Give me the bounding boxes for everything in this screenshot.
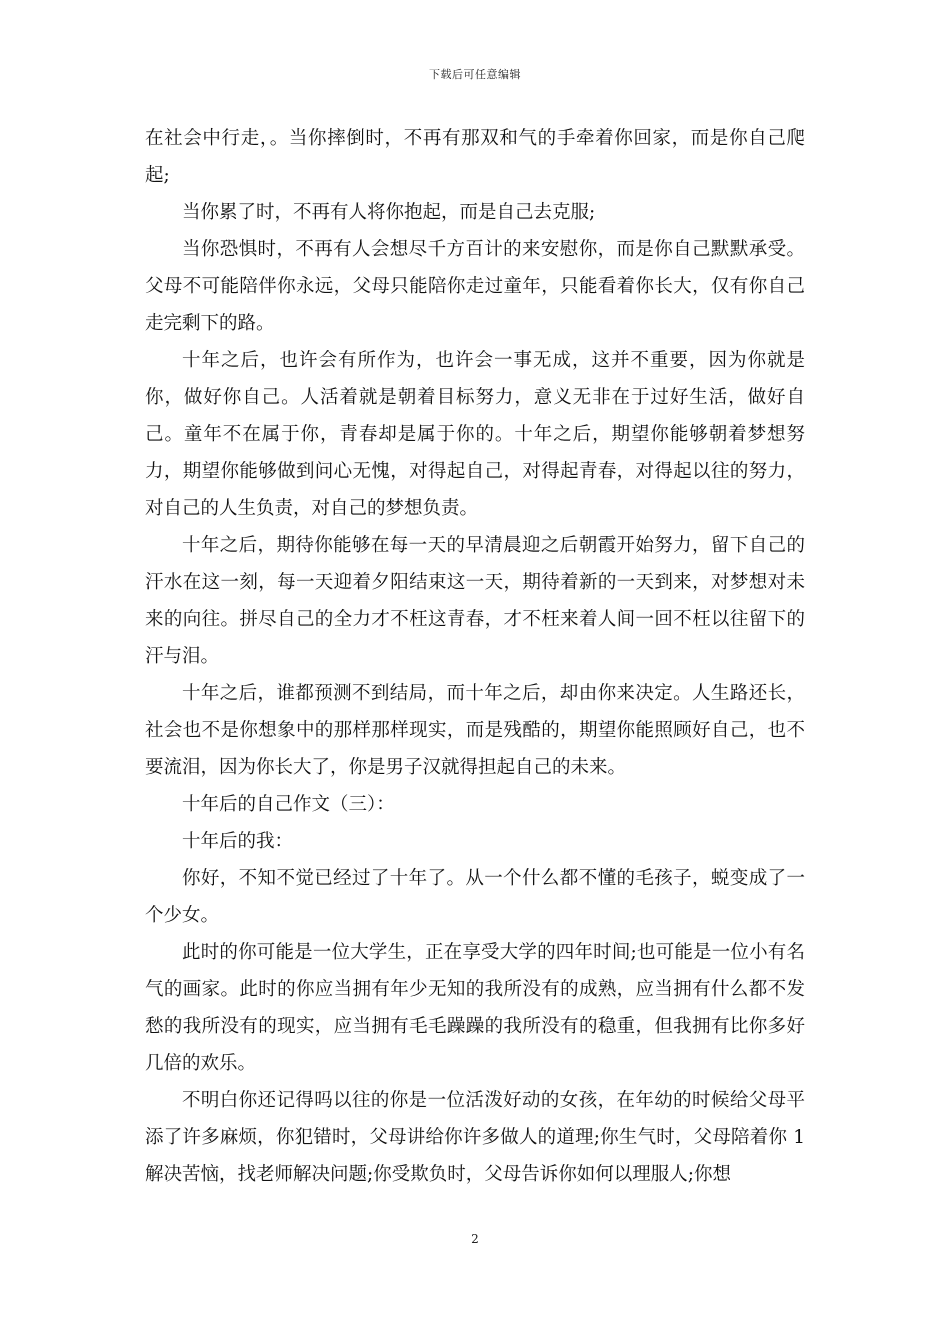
paragraph: 不明白你还记得吗以往的你是一位活泼好动的女孩，在年幼的时候给父母平添了许多麻烦，你犯错时，父母讲给你许多做人的道理;你生气时，父母陪着你 1 解决苦恼，找老师解决问题;你受欺负时，父母告诉你如何以理服人;你想 [145,1090,805,1185]
paragraph: 十年之后，也许会有所作为，也许会一事无成，这并不重要，因为你就是你，做好你自己。人活着就是朝着目标努力，意义无非在于过好生活，做好自己。童年不在属于你，青春却是属于你的。十年之后，期望你能够朝着梦想努力，期望你能够做到问心无愧，对得起自己，对得起青春，对得起以往的努力，对自己的人生负责，对自己的梦想负责。 [145,350,805,519]
paragraph: 当你累了时，不再有人将你抱起，而是自己去克服; [182,202,596,223]
paragraph: 十年之后，期待你能够在每一天的早清晨迎之后朝霞开始努力，留下自己的汗水在这一刻，每一天迎着夕阳结束这一天，期待着新的一天到来，对梦想对未来的向往。拼尽自己的全力才不枉这青春，才不枉来着人间一回不枉以往留下的汗与泪。 [145,535,805,667]
paragraph: 十年之后，谁都预测不到结局，而十年之后，却由你来决定。人生路还长，社会也不是你想象中的那样那样现实，而是残酷的，期望你能照顾好自己，也不要流泪，因为你长大了，你是男子汉就得担起自己的未来。 [145,683,805,778]
page-number: 2 [471,1232,479,1246]
letter-salutation: 十年后的我： [182,831,294,852]
document-body [145,120,805,1193]
paragraph: 你好，不知不觉已经过了十年了。从一个什么都不懂的毛孩子，蜕变成了一个少女。 [145,868,805,926]
paragraph: 在社会中行走，。当你摔倒时，不再有那双和气的手牵着你回家，而是你自己爬起; [145,128,805,186]
section-heading: 十年后的自己作文（三）： [182,794,395,815]
page-header: 下载后可任意编辑 [429,68,521,81]
paragraph: 此时的你可能是一位大学生，正在享受大学的四年时间;也可能是一位小有名气的画家。此时的你应当拥有年少无知的我所没有的成熟，应当拥有什么都不发愁的我所没有的现实，应当拥有毛毛躁躁的我所没有的稳重，但我拥有比你多好几倍的欢乐。 [145,942,805,1074]
paragraph: 当你恐惧时，不再有人会想尽千方百计的来安慰你，而是你自己默默承受。父母不可能陪伴你永远，父母只能陪你走过童年，只能看着你长大，仅有你自己走完剩下的路。 [145,239,805,334]
